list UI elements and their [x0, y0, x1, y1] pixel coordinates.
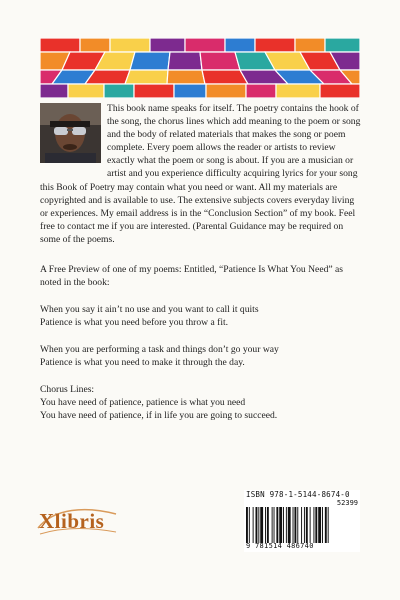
barcode-bar — [313, 507, 314, 543]
barcode-bar — [283, 507, 284, 543]
isbn-barcode — [244, 490, 360, 552]
barcode-bar — [258, 507, 259, 543]
poem-line: When you say it ain’t no use and you want to call it quits — [40, 304, 259, 315]
barcode-bar — [272, 507, 273, 543]
barcode-bar — [253, 507, 254, 543]
mosaic-art — [40, 38, 360, 98]
barcode-bar — [267, 507, 269, 543]
preview-intro: A Free Preview of one of my poems: Entitled, “Patience Is What You Need” as noted in the book: — [40, 264, 344, 289]
barcode-bar — [310, 507, 311, 543]
barcode-bar — [325, 507, 327, 543]
barcode-bar — [279, 507, 282, 543]
poem-line: You have need of patience, if in life you are going to succeed. — [40, 410, 278, 422]
barcode-bar — [293, 507, 294, 543]
barcode-bar — [246, 507, 248, 543]
barcode-bar — [288, 507, 291, 543]
chorus-heading: Chorus Lines: — [40, 384, 95, 395]
barcode-bar — [315, 507, 317, 543]
barcode-bar — [328, 507, 329, 543]
mosaic-banner — [40, 38, 360, 98]
barcode-bar — [274, 507, 275, 543]
barcode-bars — [246, 507, 358, 543]
barcode-bar — [304, 507, 305, 543]
poem-stanza-2 — [40, 343, 362, 369]
poem-line: You have need of patience, patience is what you need — [40, 397, 246, 409]
barcode-bar — [276, 507, 278, 543]
barcode-graphic — [246, 507, 358, 543]
poem-stanza-1 — [40, 303, 362, 329]
barcode-bar — [256, 507, 258, 543]
poem-chorus — [40, 383, 362, 422]
barcode-bar — [301, 507, 302, 543]
barcode-bar — [260, 507, 263, 543]
publisher-logo: Xlibris — [39, 509, 105, 533]
barcode-bar — [322, 507, 323, 543]
isbn-text: ISBN 978-1-5144-8674-0 — [246, 490, 350, 499]
barcode-bar — [306, 507, 308, 543]
poem-line: Patience is what you need to make it through the day. — [40, 357, 245, 369]
poem-line: When you are performing a task and things don’t go your way — [40, 344, 279, 355]
barcode-bar — [294, 507, 296, 543]
barcode-bar — [249, 507, 250, 543]
ean-digits: 9 781514 486740 — [246, 542, 314, 550]
price-code: 52399 — [336, 499, 358, 507]
book-description: This book name speaks for itself. The poetry contains the hook of the song, the chorus lines which add meaning to the poem or song and the body of related materials that makes the song or poem complete. Every poem allows the reader or artists to review exactly what the poem or song is about. If you are a musician or artist and you experience difficulty acquiring lyrics for your song this Book of Poetry may contain what you need or want. All my materials are copyrighted and is available to use. The extensive subjects covers everyday living or experiences. My email address is in the “Conclusion Section” of my book. Feel free to contact me if you are interested. (Parental Guidance may be required on some of the poems. — [40, 103, 361, 245]
barcode-bar — [286, 507, 287, 543]
barcode-bar — [265, 507, 266, 543]
poem-line: Patience is what you need before you throw a fit. — [40, 317, 229, 329]
barcode-bar — [297, 507, 298, 543]
barcode-bar — [318, 507, 321, 543]
